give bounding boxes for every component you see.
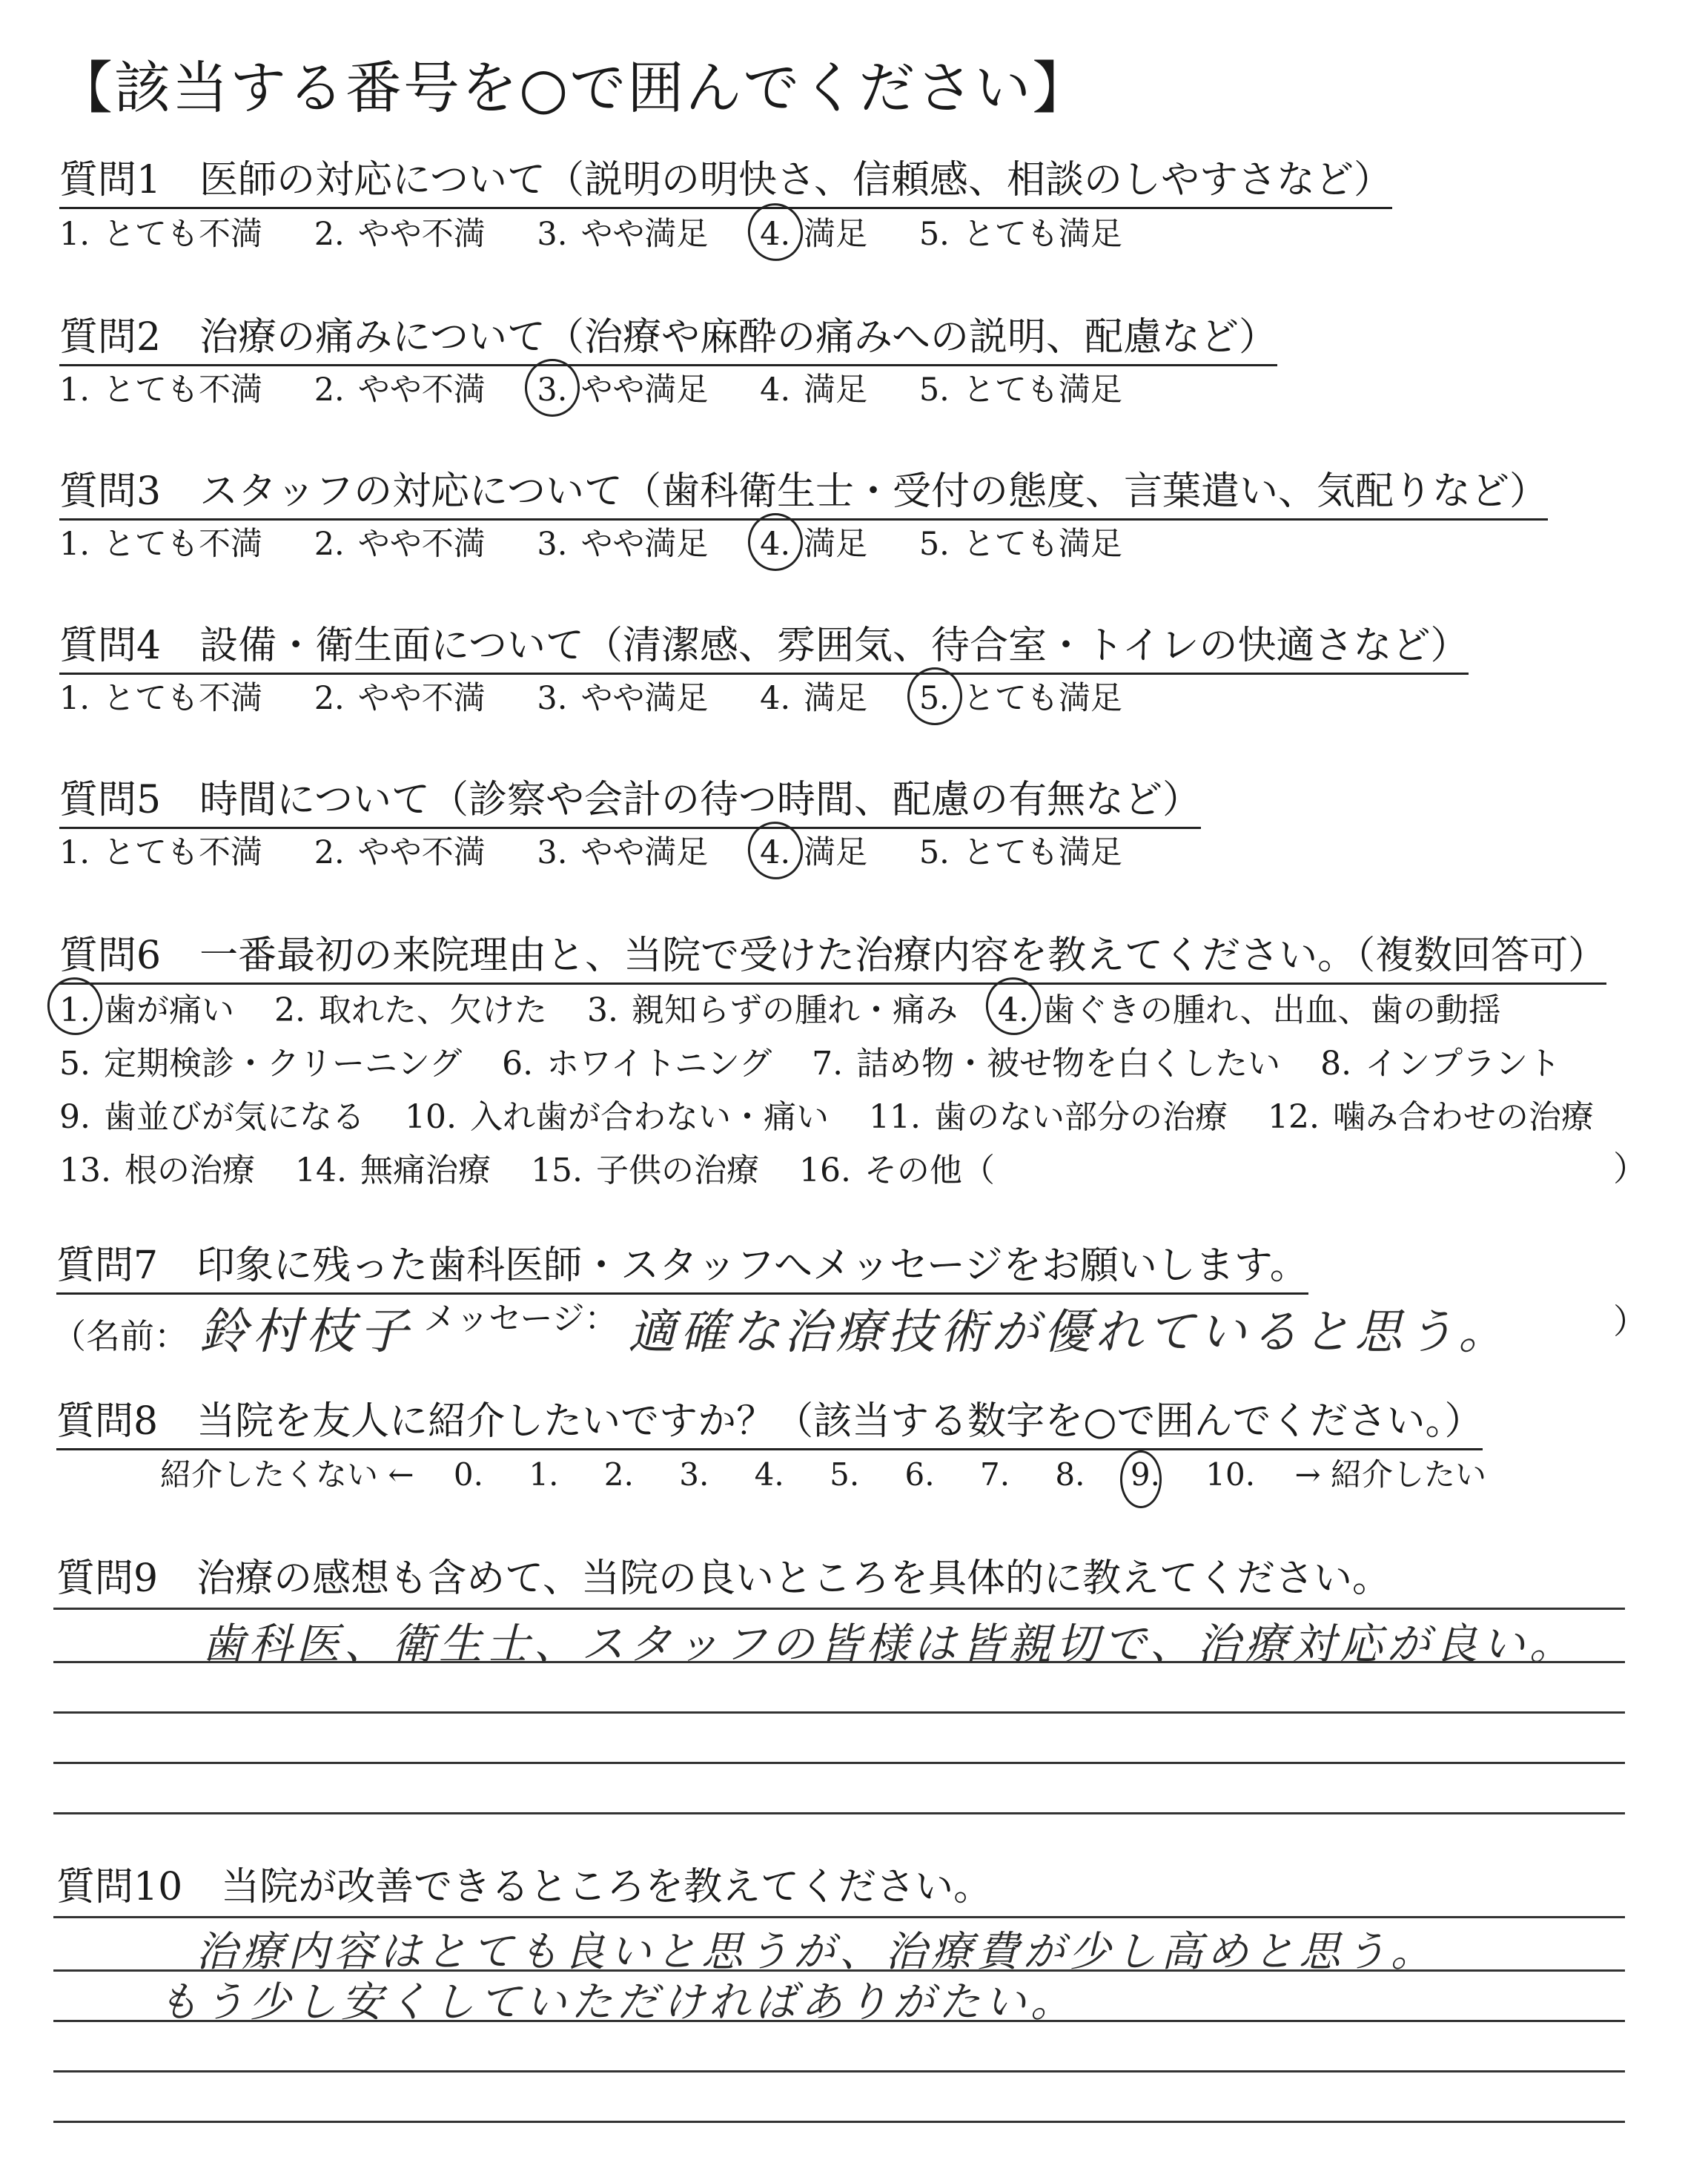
page-title: 【該当する番号を○で囲んでください】 xyxy=(56,55,1090,121)
question-3-heading: 質問3 スタッフの対応について（歯科衛生士・受付の態度、言葉遣い、気配りなど） xyxy=(59,460,1548,521)
q1-option-5[interactable]: 5. とても満足 xyxy=(918,216,1122,253)
q8-option-2[interactable]: 2. xyxy=(603,1456,634,1493)
q5-option-3[interactable]: 3. やや満足 xyxy=(537,834,709,871)
answer-line xyxy=(53,2070,1625,2073)
answer-line xyxy=(53,1711,1625,1714)
q3-option-2[interactable]: 2. やや不満 xyxy=(314,526,486,563)
q6-option-13[interactable]: 13. 根の治療 xyxy=(59,1152,255,1189)
q6-option-9[interactable]: 9. 歯並びが気になる xyxy=(59,1098,365,1136)
q6-option-11[interactable]: 11. 歯のない部分の治療 xyxy=(868,1098,1228,1136)
question-10-heading: 質問10 当院が改善できるところを教えてください。 xyxy=(56,1865,993,1909)
selection-circle xyxy=(748,513,803,571)
q8-option-4[interactable]: 4. xyxy=(754,1456,784,1493)
q7-answer-line xyxy=(52,1292,1510,1362)
q2-option-2[interactable]: 2. やや不満 xyxy=(314,371,486,409)
question-6-heading: 質問6 一番最初の来院理由と、当院で受けた治療内容を教えてください。（複数回答可） xyxy=(59,924,1606,985)
q3-option-1[interactable]: 1. とても不満 xyxy=(59,526,263,563)
q10-answer-line-1-handwritten[interactable]: 治療内容はとても良いと思うが、治療費が少し高めと思う。 xyxy=(196,1928,1437,1976)
q6-option-14[interactable]: 14. 無痛治療 xyxy=(294,1152,491,1189)
q6-row-4 xyxy=(59,1143,1025,1191)
q5-option-4[interactable]: 4. 満足 xyxy=(760,828,867,873)
selection-circle xyxy=(1120,1450,1162,1508)
q3-option-4[interactable]: 4. 満足 xyxy=(760,519,867,564)
q5-option-2[interactable]: 2. やや不満 xyxy=(314,834,486,871)
selection-circle xyxy=(907,667,962,725)
q4-option-3[interactable]: 3. やや満足 xyxy=(537,680,709,717)
q8-right-label: → 紹介したい xyxy=(1294,1456,1486,1493)
q6-option-7[interactable]: 7. 詰め物・被せ物を白くしたい xyxy=(812,1045,1281,1083)
q8-option-1[interactable]: 1. xyxy=(529,1456,559,1493)
q2-option-1[interactable]: 1. とても不満 xyxy=(59,371,263,409)
answer-line xyxy=(53,1762,1625,1764)
q1-option-4[interactable]: 4. 満足 xyxy=(760,209,867,254)
question-9-heading: 質問9 治療の感想も含めて、当院の良いところを具体的に教えてください。 xyxy=(56,1556,1391,1601)
question-4-options xyxy=(59,673,1164,719)
question-5-heading: 質問5 時間について（診察や会計の待つ時間、配慮の有無など） xyxy=(59,768,1201,829)
q7-close-paren: ） xyxy=(1613,1301,1647,1341)
q6-row-1 xyxy=(59,983,1531,1031)
q5-option-5[interactable]: 5. とても満足 xyxy=(918,834,1122,871)
q4-option-4[interactable]: 4. 満足 xyxy=(760,680,868,717)
message-handwritten[interactable]: 適確な治療技術が優れていると思う。 xyxy=(628,1305,1511,1360)
q6-option-2[interactable]: 2. 取れた、欠けた xyxy=(274,991,547,1029)
q1-option-2[interactable]: 2. やや不満 xyxy=(314,216,486,253)
q1-option-1[interactable]: 1. とても不満 xyxy=(59,216,263,253)
q8-option-6[interactable]: 6. xyxy=(904,1456,935,1493)
q8-option-7[interactable]: 7. xyxy=(979,1456,1010,1493)
q3-option-5[interactable]: 5. とても満足 xyxy=(918,526,1122,563)
q2-option-3[interactable]: 3. やや満足 xyxy=(537,365,708,410)
question-5-options xyxy=(59,828,1164,873)
q6-option-4[interactable]: 4. 歯ぐきの腫れ、出血、歯の動揺 xyxy=(998,983,1501,1031)
q8-option-9[interactable]: 9. xyxy=(1131,1456,1160,1493)
q6-other-close-paren: ） xyxy=(1613,1149,1647,1189)
selection-circle xyxy=(525,359,580,417)
q8-option-3[interactable]: 3. xyxy=(679,1456,709,1493)
question-3-options xyxy=(59,519,1164,564)
q6-option-15[interactable]: 15. 子供の治療 xyxy=(530,1152,759,1189)
q8-scale xyxy=(160,1450,1486,1495)
q6-option-12[interactable]: 12. 噛み合わせの治療 xyxy=(1267,1098,1594,1136)
q6-option-5[interactable]: 5. 定期検診・クリーニング xyxy=(59,1045,463,1083)
q6-option-6[interactable]: 6. ホワイトニング xyxy=(502,1045,772,1083)
answer-line xyxy=(53,2121,1625,2123)
q1-option-3[interactable]: 3. やや満足 xyxy=(537,216,709,253)
message-label: メッセージ： xyxy=(423,1300,618,1338)
q6-option-10[interactable]: 10. 入れ歯が合わない・痛い xyxy=(404,1098,829,1136)
q6-option-1[interactable]: 1. 歯が痛い xyxy=(59,983,234,1031)
q5-option-1[interactable]: 1. とても不満 xyxy=(59,834,263,871)
q2-option-4[interactable]: 4. 満足 xyxy=(760,371,868,409)
q4-option-5[interactable]: 5. とても満足 xyxy=(919,673,1122,719)
q8-option-5[interactable]: 5. xyxy=(830,1456,860,1493)
q6-option-16[interactable]: 16. その他（ xyxy=(798,1152,995,1189)
q8-option-10[interactable]: 10. xyxy=(1205,1456,1256,1493)
q8-option-8[interactable]: 8. xyxy=(1055,1456,1085,1493)
answer-line xyxy=(53,2020,1625,2022)
q6-option-3[interactable]: 3. 親知らずの腫れ・痛み xyxy=(586,991,958,1029)
q10-answer-line-2-handwritten[interactable]: もう少し安くしていただければありがたい。 xyxy=(157,1978,1076,2027)
name-label: （名前： xyxy=(52,1316,188,1356)
q9-answer-handwritten[interactable]: 歯科医、衛生士、スタッフの皆様は皆親切で、治療対応が良い。 xyxy=(202,1619,1577,1669)
question-8-heading: 質問8 当院を友人に紹介したいですか？（該当する数字を○で囲んでください。） xyxy=(56,1390,1483,1450)
answer-line xyxy=(53,1812,1625,1814)
answer-line xyxy=(53,1661,1625,1663)
answer-line xyxy=(53,1916,1625,1918)
q4-option-1[interactable]: 1. とても不満 xyxy=(59,680,263,717)
q6-row-3 xyxy=(59,1090,1623,1137)
q4-option-2[interactable]: 2. やや不満 xyxy=(314,680,486,717)
q6-option-8[interactable]: 8. インプラント xyxy=(1320,1045,1561,1083)
question-2-options xyxy=(59,365,1164,410)
question-2-heading: 質問2 治療の痛みについて（治療や麻酔の痛みへの説明、配慮など） xyxy=(59,305,1277,366)
question-1-heading: 質問1 医師の対応について（説明の明快さ、信頼感、相談のしやすさなど） xyxy=(59,148,1392,209)
q6-row-2 xyxy=(59,1037,1590,1084)
q8-option-0[interactable]: 0. xyxy=(453,1456,483,1493)
name-handwritten[interactable]: 鈴村枝子 xyxy=(199,1303,413,1360)
q2-option-5[interactable]: 5. とても満足 xyxy=(918,371,1122,409)
question-7-heading: 質問7 印象に残った歯科医師・スタッフへメッセージをお願いします。 xyxy=(56,1234,1308,1295)
question-1-options xyxy=(59,209,1164,254)
q3-option-3[interactable]: 3. やや満足 xyxy=(537,526,709,563)
q8-left-label: 紹介したくない ← xyxy=(160,1456,414,1493)
question-4-heading: 質問4 設備・衛生面について（清潔感、雰囲気、待合室・トイレの快適さなど） xyxy=(59,614,1469,675)
